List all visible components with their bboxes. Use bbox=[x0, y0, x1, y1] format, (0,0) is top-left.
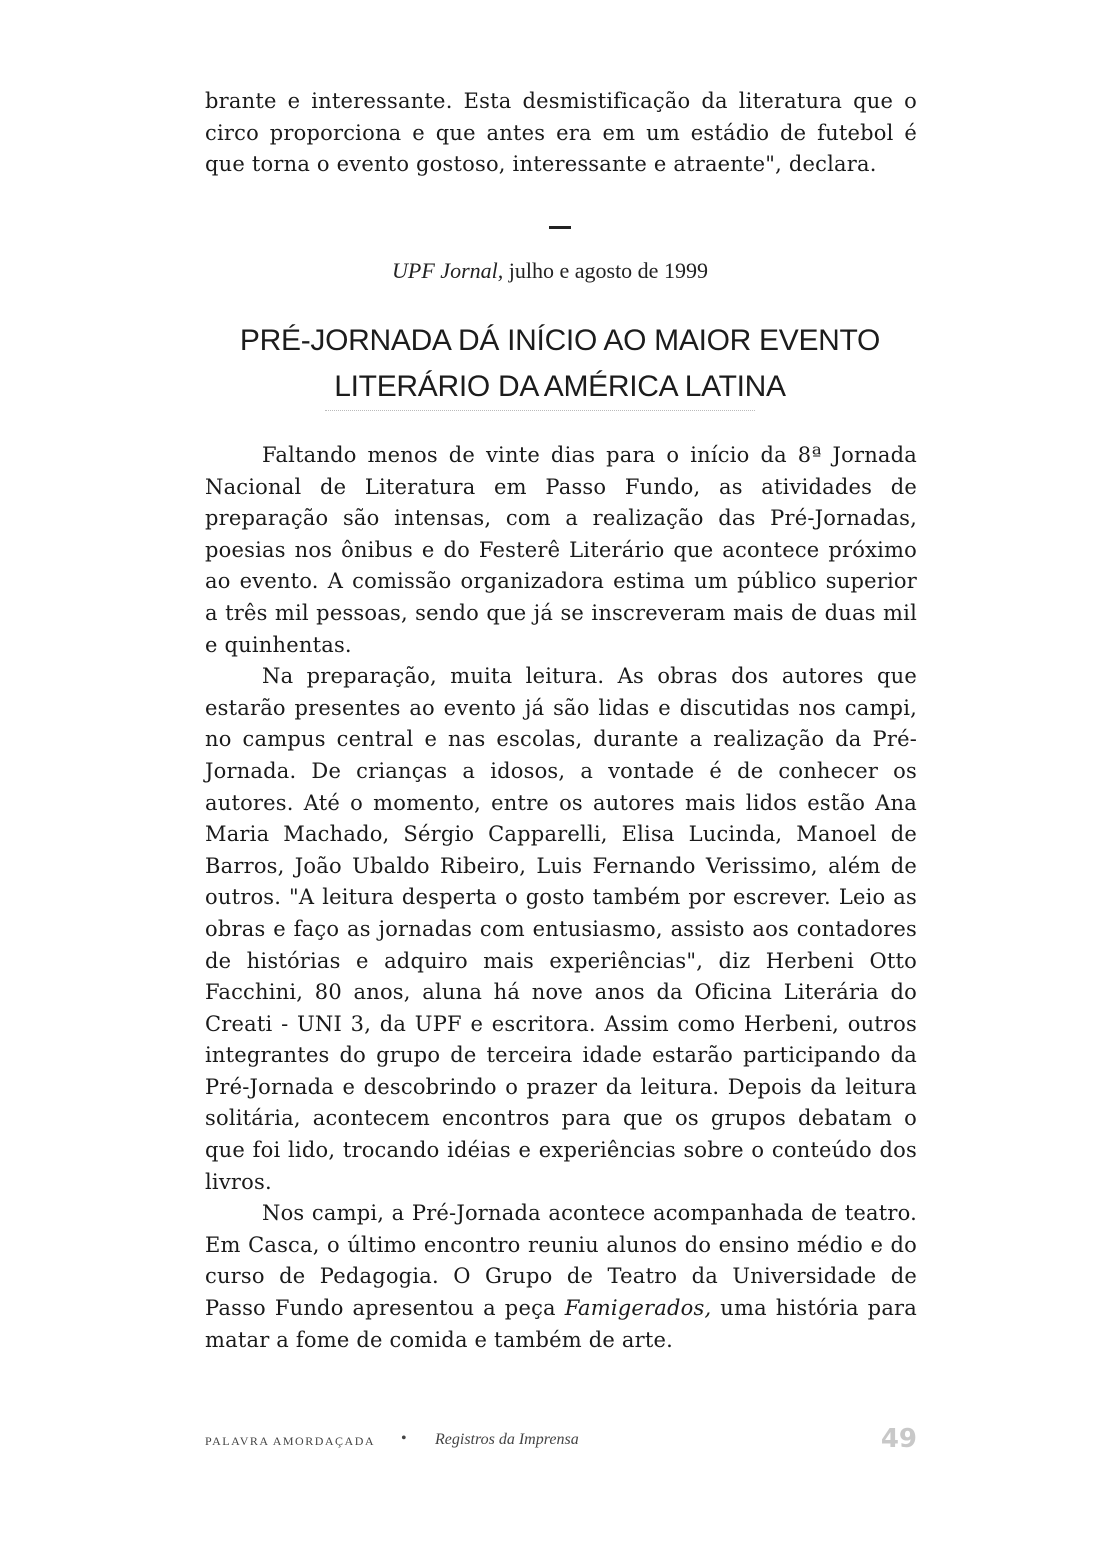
continuation-paragraph: brante e interessante. Esta desmistificação da literatura que o circo proporciona e que antes era em um estádio de futebol é que torna o evento gostoso, interessante e atraente", declara. bbox=[205, 89, 917, 177]
page-footer bbox=[205, 1424, 917, 1458]
article-headline bbox=[200, 318, 920, 410]
body-paragraph-2: Na preparação, muita leitura. As obras dos autores que estarão presentes ao evento já são lidas e discutidas nos campi, no campus central e nas escolas, durante a realização da Pré-Jornada. De crianças a idosos, a vontade é de conhecer os autores. Até o momento, entre os autores mais lidos estão Ana Maria Machado, Sérgio Capparelli, Elisa Lucinda, Manoel de Barros, João Ubaldo Ribeiro, Luis Fernando Verissimo, além de outros. "A leitura desperta o gosto também por escrever. Leio as obras e faço as jornadas com entusiasmo, assisto aos contadores de histórias e adquiro mais experiências", diz Herbeni Otto Facchini, 80 anos, aluna há nove anos da Oficina Literária do Creati - UNI 3, da UPF e escritora. Assim como Herbeni, outros integrantes do grupo de terceira idade estarão participando da Pré-Jornada e descobrindo o prazer da leitura. Depois da leitura solitária, acontecem encontros para que os grupos debatam o que foi lido, trocando idéias e experiências sobre o conteúdo dos livros. bbox=[205, 664, 917, 1194]
body-paragraph-3 bbox=[205, 1198, 917, 1356]
article-source bbox=[0, 258, 1100, 284]
publication-name: UPF Jornal, bbox=[392, 258, 504, 283]
play-title: Famigerados, bbox=[564, 1296, 712, 1321]
headline-line-2: LITERÁRIO DA AMÉRICA LATINA bbox=[334, 370, 786, 403]
page-number: 49 bbox=[880, 1424, 917, 1454]
body-paragraph-1: Faltando menos de vinte dias para o início da 8ª Jornada Nacional de Literatura em Passo Fundo, as atividades de preparação são intensas, com a realização das Pré-Jornadas, poesias nos ônibus e do Festerê Literário que acontece próximo ao evento. A comissão organizadora estima um público superior a três mil pessoas, sendo que já se inscreveram mais de duas mil e quinhentas. bbox=[205, 443, 917, 657]
section-divider bbox=[549, 226, 571, 229]
publication-date: julho e agosto de 1999 bbox=[503, 258, 708, 283]
article-body bbox=[205, 440, 917, 1356]
footer-series-title: PALAVRA AMORDAÇADA bbox=[205, 1434, 376, 1448]
headline-line-1: PRÉ-JORNADA DÁ INÍCIO AO MAIOR EVENTO bbox=[239, 324, 881, 357]
paragraph-3-text-after: uma história para matar a fome de comida e também de arte. bbox=[205, 1296, 917, 1352]
footer-collection-title: Registros da Imprensa bbox=[435, 1431, 579, 1448]
footer-bullet: • bbox=[401, 1430, 407, 1447]
paragraph-3-text-before: Nos campi, a Pré-Jornada acontece acompanhada de teatro. Em Casca, o último encontro reuniu alunos do ensino médio e do curso de Pedagogia. O Grupo de Teatro da Universidade de Passo Fundo apresentou a peça bbox=[205, 1201, 917, 1321]
headline-underline bbox=[325, 410, 755, 412]
continuation-block bbox=[205, 86, 917, 181]
